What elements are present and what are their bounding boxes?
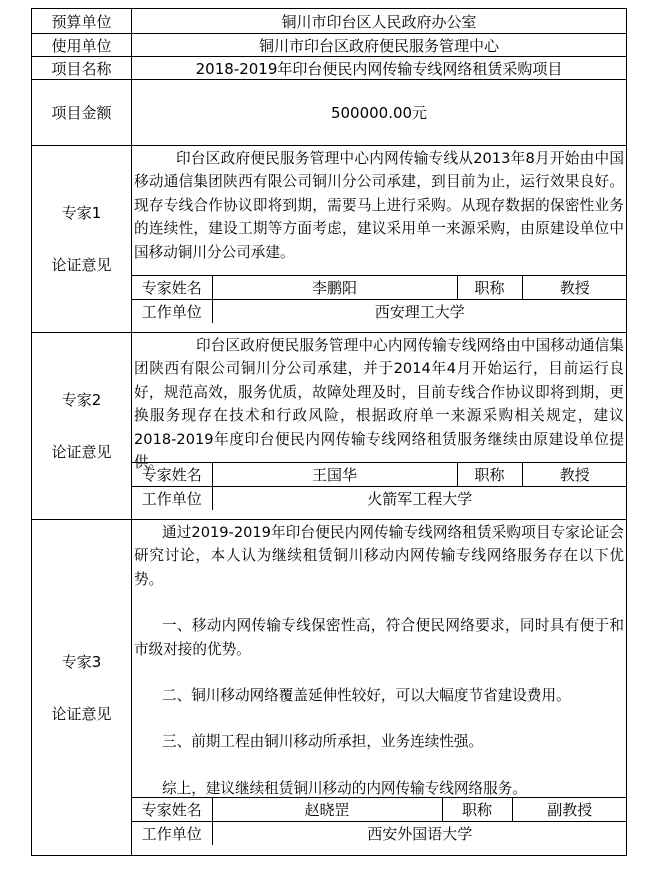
- expert-3-title: 专家3: [61, 652, 102, 671]
- expert-3-name: 赵晓罡: [212, 798, 442, 822]
- expert-2-title-value: 教授: [522, 463, 627, 487]
- project-name-value: 2018-2019年印台便民内网传输专线网络租赁采购项目: [132, 57, 627, 80]
- expert-1-opinion: 印台区政府便民服务管理中心内网传输专线从2013年8月开始由中国移动通信集团陕西有限公司铜川分公司承建，到目前为止，运行效果良好。现存专线合作协议即将到期，需要马上进行采购。从现存数据的保密性业务的连续性，建设工期等方面考虑，建议采用单一来源采购，由原建设单位中国移动铜川分公司承建。: [134, 150, 624, 261]
- expert-1-title-label: 职称: [457, 276, 522, 300]
- project-name-label: 项目名称: [32, 57, 132, 80]
- expert-1-name-label: 专家姓名: [132, 276, 212, 300]
- budget-unit-value: 铜川市印台区人民政府办公室: [132, 9, 627, 34]
- expert-3-title-value: 副教授: [512, 798, 627, 822]
- expert-1-info: [132, 275, 627, 323]
- expert-3-label: [32, 520, 132, 856]
- expert-1-subtitle: 论证意见: [51, 256, 112, 274]
- expert-3-title-label: 职称: [442, 798, 512, 822]
- expert-2-opinion: 印台区政府便民服务管理中心内网传输专线网络由中国移动通信集团陕西有限公司铜川分公司承建，并于2014年4月开始运行，目前运行良好，规范高效，服务优质，故障处理及时，目前专线合作协议即将到期，更换服务现存在技术和行政风险，根据政府单一来源采购相关规定，建议2018-2019年度印台便民内网传输专线网络租赁服务继续由原建设单位提供。: [134, 337, 624, 472]
- expert-1-org-label: 工作单位: [132, 300, 212, 324]
- expert-3-org: 西安外国语大学: [212, 822, 627, 846]
- expert-3-opinion: [132, 520, 626, 797]
- expert-3-paragraph-4: 三、前期工程由铜川移动所承担，业务连续性强。: [162, 733, 484, 751]
- expert-3-subtitle: 论证意见: [51, 704, 112, 723]
- expert-3-name-label: 专家姓名: [132, 798, 212, 822]
- expert-3-paragraph-3: 二、铜川移动网络覆盖延伸性较好，可以大幅度节省建设费用。: [162, 687, 571, 705]
- budget-unit-label: 预算单位: [32, 9, 132, 34]
- expert-2-org-label: 工作单位: [132, 487, 212, 511]
- user-unit-value: 铜川市印台区政府便民服务管理中心: [132, 34, 627, 57]
- expert-2-section: [132, 333, 627, 520]
- expert-1-label: [32, 146, 132, 333]
- user-unit-label: 使用单位: [32, 34, 132, 57]
- expert-2-subtitle: 论证意见: [51, 443, 112, 461]
- expert-3-info: [132, 797, 627, 845]
- amount-value: 500000.00元: [132, 80, 627, 146]
- expert-3-paragraph-2: 一、移动内网传输专线保密性高，符合便民网络要求，同时具有便于和市级对接的优势。: [134, 617, 624, 658]
- expert-1-name: 李鹏阳: [212, 276, 457, 300]
- expert-1-title: 专家1: [61, 204, 102, 222]
- expert-1-title-value: 教授: [522, 276, 627, 300]
- expert-2-title: 专家2: [61, 391, 102, 409]
- expert-2-name-label: 专家姓名: [132, 463, 212, 487]
- expert-2-name: 王国华: [212, 463, 457, 487]
- expert-3-section: [132, 520, 627, 856]
- amount-label: 项目金额: [32, 80, 132, 146]
- expert-3-org-label: 工作单位: [132, 822, 212, 846]
- expert-3-paragraph-5: 综上，建议继续租赁铜川移动的内网传输专线网络服务。: [162, 779, 527, 797]
- expert-1-section: [132, 146, 627, 333]
- expert-2-title-label: 职称: [457, 463, 522, 487]
- expert-2-label: [32, 333, 132, 520]
- expert-1-org: 西安理工大学: [212, 300, 627, 324]
- expert-2-info: [132, 462, 627, 510]
- expert-2-org: 火箭军工程大学: [212, 487, 627, 511]
- expert-3-paragraph-1: 通过2019-2019年印台便民内网传输专线网络租赁采购项目专家论证会研究讨论，本人认为继续租赁铜川移动内网传输专线网络服务存在以下优势。: [134, 524, 624, 588]
- expert-opinion-form: [31, 8, 627, 856]
